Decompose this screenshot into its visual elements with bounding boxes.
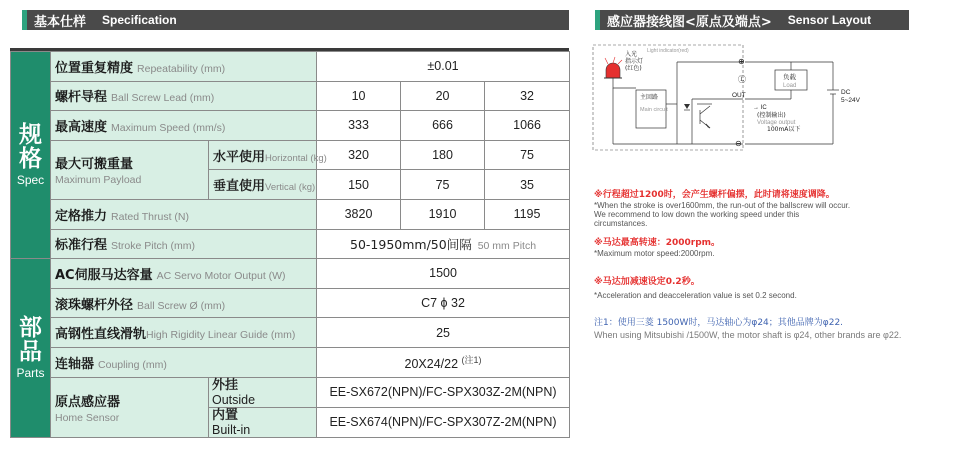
ic-label: → IC [753,105,767,111]
guide-value: 25 [317,318,570,348]
thrust-value: 1195 [485,199,570,229]
spec-table-wrapper [10,48,569,438]
diode-icon [684,104,690,110]
label-en: Home Sensor [55,411,120,424]
label-cn: 螺杆导程 [55,90,108,106]
label-cn: 高钢性直线滑轨 [55,327,147,343]
note-motor-speed-en: *Maximum motor speed:2000rpm. [594,249,715,258]
thrust-label [51,199,317,229]
spec-header-en: Specification [102,13,177,27]
table-row-payload-horizontal [11,140,570,170]
group-parts-cn-bottom: 品 [19,338,42,365]
table-row-servo [11,259,570,289]
table-row-thrust [11,199,570,229]
terminal-l-icon: Ⓛ [738,75,746,84]
payload-horizontal-value: 75 [485,140,570,170]
label-cn: 最高速度 [55,119,108,135]
coupling-label [51,347,317,377]
main-circuit-cn: 主回路 [640,94,659,101]
label-cn: 滚珠螺杆外径 [55,297,134,313]
transistor-icon [700,106,710,128]
label-cn: 连轴器 [55,356,95,372]
home-outside-label [209,377,317,407]
table-row-repeatability [11,52,570,82]
wiring-lines [613,62,743,144]
label-cn: 原点感应器 [55,394,121,410]
guide-label [51,318,317,348]
payload-horizontal-label [209,140,327,170]
label-cn: 定格推力 [55,208,108,224]
header-accent-mark [595,10,600,30]
thrust-value: 1910 [401,199,485,229]
servo-label [51,259,317,289]
label-en: Ball Screw Ø (mm) [137,299,226,312]
output-current: 100mA以下 [767,126,801,133]
home-sensor-label [51,377,209,437]
lead-value: 20 [401,81,485,111]
payload-horizontal-value: 320 [317,140,401,170]
terminal-minus-icon: ⊖ [735,139,742,148]
output-en: Voltage output [757,120,796,126]
note-motor-speed-cn: ※马达最高转速：2000rpm。 [594,238,721,248]
group-parts-cn-top: 部 [19,314,42,341]
label-cn: 水平使用 [213,149,266,165]
thrust-value: 3820 [317,199,401,229]
note-stroke-en-3: circumstances. [594,219,648,228]
table-row-stroke [11,229,570,259]
coupling-value [317,347,570,377]
load-en: Load [783,83,797,89]
label-cn: 标准行程 [55,238,108,254]
label-en: Outside [212,392,256,407]
stroke-value-main: 50-1950mm/50间隔 [350,236,472,252]
lead-value: 32 [485,81,570,111]
dc-voltage: 5~24V [841,97,860,104]
label-en: Maximum Speed (mm/s) [111,121,226,134]
group-parts-en: Parts [16,365,45,380]
payload-vertical-value: 150 [317,170,401,200]
label-cn: 最大可搬重量 [55,157,134,173]
label-en: Stroke Pitch (mm) [111,240,196,253]
light-indicator-cn: 入光指示灯(红色) [625,51,644,72]
label-en: Built-in [212,422,251,437]
group-spec-cn-top: 规 [19,122,42,149]
main-circuit-en: Main circuit [640,107,668,113]
load-cn: 负载 [783,73,796,81]
home-builtin-value: EE-SX674(NPN)/FC-SPX307Z-2M(NPN) [317,407,570,437]
payload-label [51,140,209,199]
note-shaft-cn: 注1：使用三菱 1500W时，马达轴心为φ24；其他品牌为φ22. [594,318,844,328]
label-cn: 内置 [212,407,239,423]
note-accel-en: *Acceleration and deacceleration value is set 0.2 second. [594,291,797,300]
label-en: Rated Thrust (N) [111,210,190,223]
table-row-home-outside [11,377,570,407]
servo-value: 1500 [317,259,570,289]
note-stroke-en-2: We recommend to low down the working speed under this [594,210,800,219]
label-en: Horizontal (kg) [265,152,327,164]
spec-section-header [22,10,569,30]
label-en: AC Servo Motor Output (W) [156,269,286,282]
notes-section [594,190,964,341]
red-light-indicator-icon [604,57,622,78]
table-row-coupling [11,347,570,377]
home-outside-value: EE-SX672(NPN)/FC-SPX303Z-2M(NPN) [317,377,570,407]
dc-label: DC [841,89,851,96]
label-cn: 垂直使用 [213,179,266,195]
label-en: Repeatability (mm) [137,62,226,75]
label-cn: 外挂 [212,377,239,393]
home-builtin-label [209,407,317,437]
group-spec-cn-bottom: 格 [19,146,42,173]
label-en: Coupling (mm) [98,358,167,371]
repeatability-value: ±0.01 [317,52,570,82]
stroke-label [51,229,317,259]
speed-label [51,111,317,141]
screw-diameter-value: C7 ϕ 32 [317,288,570,318]
label-cn: 位置重复精度 [55,60,134,76]
group-spec [11,52,51,259]
table-row-screw-diameter [11,288,570,318]
lead-label [51,81,317,111]
label-cn: AC伺服马达容量 [55,267,153,283]
spec-table [10,51,570,438]
payload-vertical-value: 75 [401,170,485,200]
light-indicator-en: Light indicator(red) [647,48,689,54]
payload-horizontal-value: 180 [401,140,485,170]
note-accel-cn: ※马达加减速设定0.2秒。 [594,277,700,287]
label-en: High Rigidity Linear Guide (mm) [146,329,296,342]
sensor-header-cn: 感应器接线图<原点及端点> [607,14,772,30]
out-label: OUT [732,92,746,99]
external-load-circuit [745,44,875,144]
sensor-header-en: Sensor Layout [787,13,872,27]
terminal-plus-icon: ⊕ [738,57,745,66]
label-en: Vertical (kg) [265,182,316,194]
stroke-value [317,229,570,259]
note-stroke-cn: ※行程超过1200时，会产生螺杆偏摆，此时请将速度调降。 [594,190,835,200]
sensor-section-header [595,10,909,30]
note-shaft-en: When using Mitsubishi /1500W, the motor shaft is φ24, other brands are φ22. [594,330,902,340]
speed-value: 333 [317,111,401,141]
sensor-enclosure [593,45,743,150]
output-cn: (控制输出) [757,112,786,119]
group-parts [11,259,51,437]
note-stroke-en-1: *When the stroke is over1600mm, the run-out of the ballscrew will occur. [594,201,851,210]
label-en: Ball Screw Lead (mm) [111,92,215,105]
speed-value: 666 [401,111,485,141]
label-en: Maximum Payload [55,174,142,187]
repeatability-label [51,52,317,82]
payload-vertical-value: 35 [485,170,570,200]
coupling-value-main: 20X24/22 [404,357,459,372]
header-accent-mark [22,10,27,30]
table-row-speed [11,111,570,141]
stroke-value-note: 50 mm Pitch [477,239,537,252]
table-row-guide [11,318,570,348]
lead-value: 10 [317,81,401,111]
screw-diameter-label [51,288,317,318]
group-spec-en: Spec [16,173,45,188]
sensor-wiring-diagram [592,44,745,152]
speed-value: 1066 [485,111,570,141]
payload-vertical-label [209,170,317,200]
table-row-lead [11,81,570,111]
coupling-value-footnote: (注1) [461,355,482,366]
spec-header-cn: 基本仕样 [34,14,87,30]
